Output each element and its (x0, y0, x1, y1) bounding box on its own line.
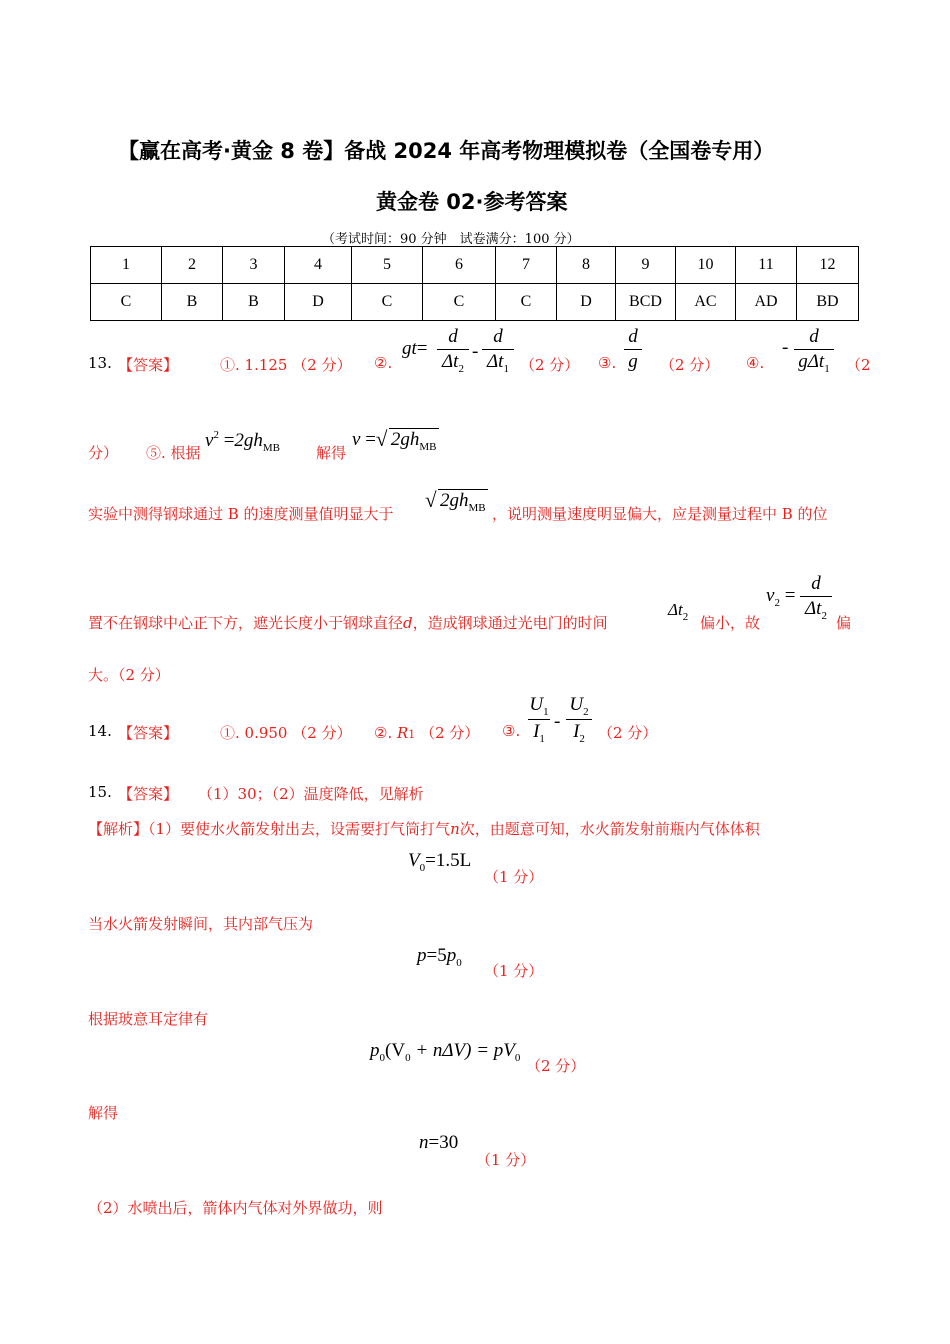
q13-part5-label: ⑤. 根据 (146, 444, 201, 462)
equation-boyle: $p_0(V_0 + n\Delta V) = pV_0$ (370, 1040, 521, 1064)
numerator: $U_1$ (529, 694, 549, 718)
numerator: $U_2$ (569, 694, 589, 718)
page-subtitle: 黄金卷 02·参考答案 (376, 190, 568, 214)
equation-p-score: （1 分） (484, 962, 544, 980)
equation-boyle-score: （2 分） (526, 1057, 586, 1075)
q14-answer-tag: 【答案】 (118, 724, 179, 742)
denominator: $\Delta t_2$ (805, 598, 827, 622)
q15-number: 15. (88, 783, 112, 801)
q13-part4-score-end: 分） (88, 444, 119, 462)
table-cell: AD (736, 284, 797, 321)
fraction-d-over-dt2-b (800, 573, 832, 622)
symbol-gt: gt (402, 338, 417, 359)
q15-analysis-line1: 【解析】（1）要使水火箭发射出去，设需要打气筒打气n次，由题意可知，水火箭发射前瓶内气体体积 (88, 820, 760, 838)
symbol-delta-t2: $\Delta t_2$ (668, 600, 689, 623)
numerator: d (493, 326, 503, 347)
q13-line4e: 偏 (836, 614, 852, 632)
sqrt-sign: √ $2gh_{MB}$ (425, 490, 488, 512)
table-cell: 3 (223, 247, 285, 284)
fraction-bar (794, 349, 834, 350)
q14-part3-label: ③. (502, 722, 521, 740)
fraction-bar (800, 596, 832, 597)
equation-v0-score: （1 分） (484, 868, 544, 886)
table-cell: C (423, 284, 496, 321)
q13-line5: 大。（2 分） (88, 666, 170, 684)
formula-v2-eq: $v_2$ = (766, 585, 796, 609)
table-cell: AC (676, 284, 736, 321)
fraction-d-over-dt1 (482, 326, 514, 375)
fraction-bar (437, 349, 469, 350)
denominator: g (628, 351, 638, 372)
formula-sqrt-2gh (425, 490, 488, 512)
symbol-d: d (403, 614, 413, 632)
table-cell: C (352, 284, 423, 321)
table-cell: B (223, 284, 285, 321)
q14-part2: ②. R1 （2 分） (374, 724, 480, 742)
q13-line3b: ，说明测量速度明显偏大，应是测量过程中 B 的位 (492, 505, 828, 523)
table-cell: BD (797, 284, 859, 321)
negative-sign: - (782, 337, 789, 358)
fraction-bar (528, 719, 550, 720)
q13-number: 13. (88, 354, 112, 372)
fraction-bar (624, 349, 642, 350)
table-cell: 8 (557, 247, 616, 284)
q15-line5: （2）水喷出后，箭体内气体对外界做功，则 (88, 1199, 383, 1217)
page-title: 【赢在高考·黄金 8 卷】备战 2024 年高考物理模拟卷（全国卷专用） (118, 139, 775, 163)
fraction-u2-over-i2 (566, 694, 592, 745)
table-cell: 1 (91, 247, 162, 284)
equation-v0: $V_0=1.5L$ (408, 850, 472, 874)
symbol-eq: = (416, 338, 428, 359)
fraction-bar (482, 349, 514, 350)
formula-v-squared: $v^2 =2gh_{MB}$ (205, 429, 281, 454)
q14-part3-score: （2 分） (598, 724, 658, 742)
formula-v-sqrt: v =√ $2gh_{MB}$ (352, 429, 439, 451)
denominator: $I_2$ (573, 721, 585, 745)
table-cell: 4 (285, 247, 352, 284)
numerator: d (628, 326, 638, 347)
equation-n: n=30 (419, 1132, 459, 1153)
fraction-bar (566, 719, 592, 720)
q13-part4-score-start: （2 (846, 356, 871, 374)
denominator: $I_1$ (533, 721, 545, 745)
q15-answer: （1）30；（2）温度降低，见解析 (198, 785, 424, 803)
q13-part1-score: （2 分） (292, 356, 352, 374)
fraction-u1-over-i1 (528, 694, 550, 745)
table-cell: 11 (736, 247, 797, 284)
q14-part1: ①. 0.950 （2 分） (220, 724, 352, 742)
q13-part1 (220, 354, 352, 375)
q13-part3-score: （2 分） (660, 356, 720, 374)
table-cell: D (285, 284, 352, 321)
numerator: d (448, 326, 458, 347)
equation-p: $p=5p_0$ (417, 945, 462, 969)
equation-n-score: （1 分） (476, 1151, 536, 1169)
table-cell: 12 (797, 247, 859, 284)
q15-line4: 解得 (88, 1104, 119, 1122)
denominator: $\Delta t_1$ (487, 351, 509, 375)
q13-part1-value: ①. 1.125 (220, 356, 288, 374)
table-cell: 5 (352, 247, 423, 284)
fraction-d-over-g (624, 326, 642, 373)
q13-solve-label: 解得 (316, 444, 347, 462)
table-cell: 6 (423, 247, 496, 284)
table-cell: 9 (616, 247, 676, 284)
q13-part2-score: （2 分） (520, 356, 580, 374)
denominator: $\Delta t_2$ (442, 351, 464, 375)
table-cell: BCD (616, 284, 676, 321)
table-cell: 7 (496, 247, 557, 284)
question-number-row (91, 247, 859, 284)
q13-line4c: 偏小，故 (700, 614, 761, 632)
answer-row (91, 284, 859, 321)
q15-line2: 当水火箭发射瞬间，其内部气压为 (88, 915, 314, 933)
fraction-d-over-dt2 (437, 326, 469, 375)
table-cell: 2 (162, 247, 223, 284)
table-cell: B (162, 284, 223, 321)
sqrt-sign: √ $2gh_{MB}$ (376, 429, 439, 451)
q14-number: 14. (88, 722, 112, 740)
q15-line3: 根据玻意耳定律有 (88, 1010, 209, 1028)
table-cell: C (91, 284, 162, 321)
answer-table (90, 246, 859, 321)
table-cell: D (557, 284, 616, 321)
q13-part3-label: ③. (598, 354, 617, 372)
q13-part2-label: ②. (374, 354, 393, 372)
denominator: gΔt$_1$ (798, 351, 830, 375)
q15-answer-tag: 【答案】 (118, 785, 179, 803)
fraction-d-over-g-dt1 (794, 326, 834, 375)
exam-info: （考试时间：90 分钟 试卷满分：100 分） (322, 232, 580, 247)
minus-sign: - (554, 711, 561, 732)
q13-line4a: 置不在钢球中心正下方，遮光长度小于钢球直径d，造成钢球通过光电门的时间 (88, 614, 608, 632)
table-cell: C (496, 284, 557, 321)
q13-formula-gt (402, 338, 428, 360)
table-cell: 10 (676, 247, 736, 284)
q13-line3a: 实验中测得钢球通过 B 的速度测量值明显大于 (88, 505, 394, 523)
numerator: d (809, 326, 819, 347)
numerator: d (811, 573, 821, 594)
q13-answer-tag: 【答案】 (118, 356, 179, 374)
minus-sign: - (472, 341, 479, 362)
q13-part4-label: ④. (746, 354, 765, 372)
